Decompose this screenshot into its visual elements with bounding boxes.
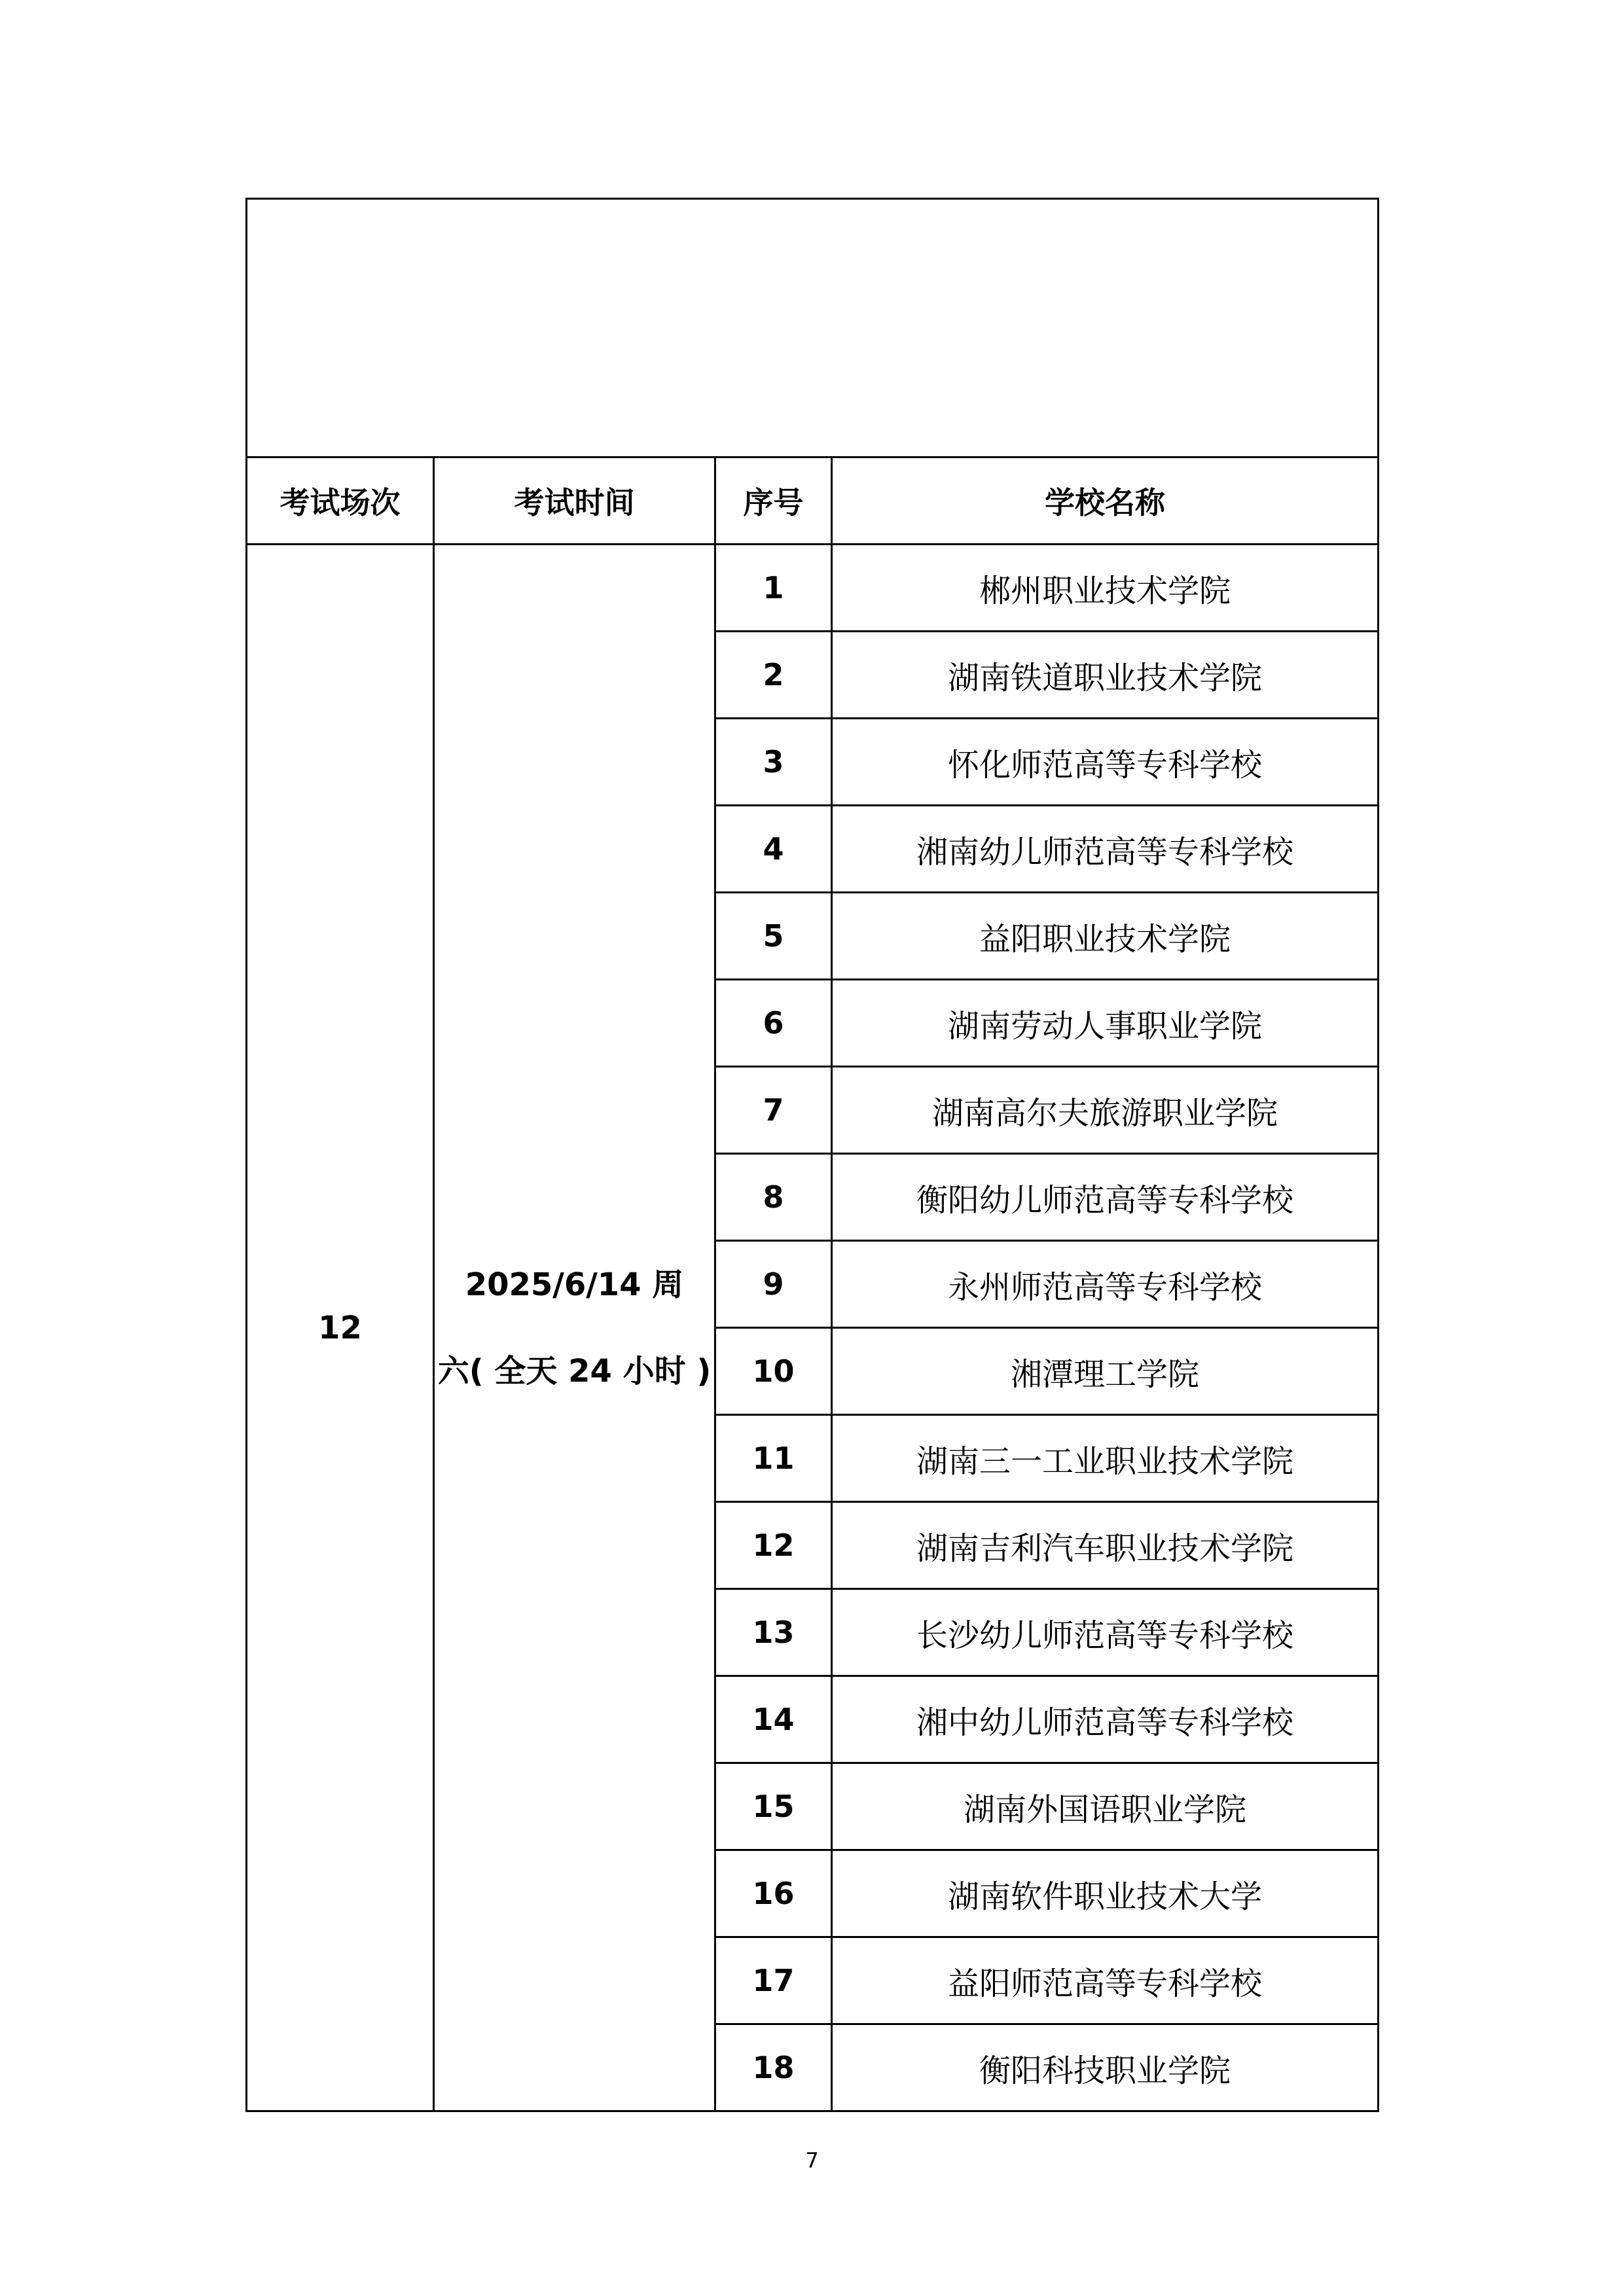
row-index: 14 [715,1676,832,1763]
school-name: 益阳职业技术学院 [832,893,1379,980]
school-name: 湖南三一工业职业技术学院 [832,1415,1379,1502]
row-index: 7 [715,1067,832,1154]
header-time: 考试时间 [434,457,715,545]
school-name: 怀化师范高等专科学校 [832,719,1379,806]
header-session: 考试场次 [247,457,434,545]
row-index: 13 [715,1589,832,1676]
session-cell: 12 [247,545,434,2111]
blank-cell [247,199,1379,457]
school-name: 湖南吉利汽车职业技术学院 [832,1502,1379,1589]
row-index: 3 [715,719,832,806]
header-school: 学校名称 [832,457,1379,545]
school-name: 长沙幼儿师范高等专科学校 [832,1589,1379,1676]
row-index: 12 [715,1502,832,1589]
school-name: 湖南劳动人事职业学院 [832,980,1379,1067]
table-header-row [247,457,1379,545]
row-index: 11 [715,1415,832,1502]
exam-time-line1: 2025/6/14 周 [465,1266,684,1303]
row-index: 4 [715,806,832,893]
school-name: 湖南软件职业技术大学 [832,1850,1379,1937]
school-name: 益阳师范高等专科学校 [832,1937,1379,2024]
table-row [247,545,1379,632]
school-name: 湘中幼儿师范高等专科学校 [832,1676,1379,1763]
row-index: 10 [715,1328,832,1415]
row-index: 15 [715,1763,832,1850]
school-name: 衡阳科技职业学院 [832,2024,1379,2111]
row-index: 17 [715,1937,832,2024]
row-index: 2 [715,632,832,719]
header-index: 序号 [715,457,832,545]
exam-schedule-table [245,198,1379,2112]
school-name: 湖南铁道职业技术学院 [832,632,1379,719]
page-number: 7 [805,2148,819,2173]
row-index: 9 [715,1241,832,1328]
row-index: 16 [715,1850,832,1937]
row-index: 18 [715,2024,832,2111]
row-index: 6 [715,980,832,1067]
row-index: 8 [715,1154,832,1241]
row-index: 1 [715,545,832,632]
school-name: 衡阳幼儿师范高等专科学校 [832,1154,1379,1241]
school-name: 湖南高尔夫旅游职业学院 [832,1067,1379,1154]
table-blank-row [247,199,1379,457]
exam-time-cell [434,545,715,2111]
school-name: 郴州职业技术学院 [832,545,1379,632]
school-name: 永州师范高等专科学校 [832,1241,1379,1328]
school-name: 湘潭理工学院 [832,1328,1379,1415]
exam-time-line2: 六( 全天 24 小时 ) [437,1352,712,1390]
row-index: 5 [715,893,832,980]
school-name: 湘南幼儿师范高等专科学校 [832,806,1379,893]
school-name: 湖南外国语职业学院 [832,1763,1379,1850]
